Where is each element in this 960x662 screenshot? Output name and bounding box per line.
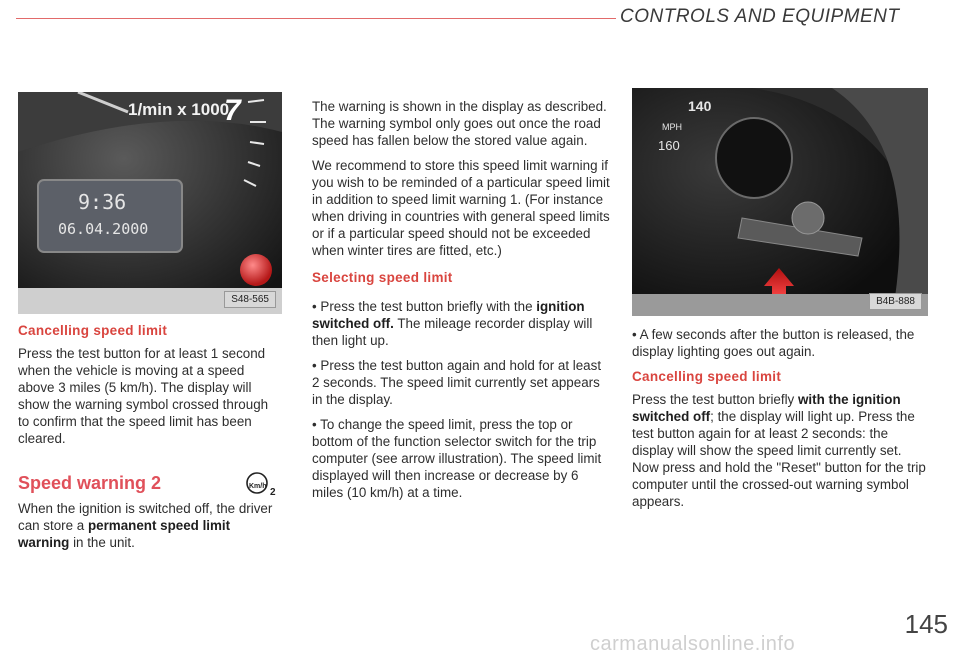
col3-p1 — [632, 391, 928, 510]
b1-pre: • Press the test button briefly with the — [312, 299, 537, 314]
col2-p2: We recommend to store this speed limit warning if you wish to be reminded of a particular speed limit in addition to speed limit warning 1. (For instance when driving in countries with general speed limits or if a particular speed should not be exceeded when winter tires are fitted, etc.) — [312, 158, 610, 258]
kmh-warning-icon — [246, 472, 276, 498]
select-bullet-2: • Press the test button again and hold for at least 2 seconds. The speed limit currently set appears in the display. — [312, 358, 602, 407]
kmh-icon-sub: 2 — [270, 487, 276, 498]
speed-warning-2-title: Speed warning 2 — [18, 473, 162, 493]
col2-p1: The warning is shown in the display as described. The warning symbol only goes out once the road speed has fallen below the stored value again. — [312, 99, 607, 148]
speedo-140: 140 — [688, 98, 712, 114]
watermark: carmanualsonline.info — [590, 633, 796, 655]
column-2 — [312, 98, 612, 509]
cancel-heading-2: Cancelling speed limit — [632, 369, 782, 384]
steering-stalk-photo — [632, 88, 928, 316]
image-code: S48-565 — [224, 291, 276, 308]
date-readout: 06.04.2000 — [58, 220, 149, 238]
b1-post: The mileage recorder display will then light up. — [312, 316, 593, 348]
select-bullet-1 — [312, 298, 612, 349]
clock-readout: 9:36 — [78, 190, 127, 214]
speed-warning-2-text — [18, 500, 282, 551]
speedo-160: 160 — [658, 138, 680, 153]
speed2-post: in the unit. — [69, 535, 135, 550]
col3-bold: with the ignition switched off — [632, 392, 901, 424]
cancel-heading: Cancelling speed limit — [18, 323, 168, 338]
b1-bold: ignition switched off. — [312, 299, 585, 331]
kmh-icon-label: Km/h — [249, 483, 267, 490]
header-rule — [16, 18, 616, 19]
speed2-pre: When the ignition is switched off, the driver can store a — [18, 501, 273, 533]
instrument-cluster-photo — [18, 92, 282, 314]
select-bullet-3: • To change the speed limit, press the top or bottom of the function selector switch for the trip computer (see arrow illustration). The speed limit displayed will then increase or decrease by 6 miles (10 km/h) at a time. — [312, 417, 602, 500]
page-header: CONTROLS AND EQUIPMENT — [620, 6, 900, 27]
cancel-text: Press the test button for at least 1 second when the vehicle is moving at a speed above 3 miles (5 km/h). The display will show the warning symbol crossed through to confirm that the speed limit has been cleared. — [18, 346, 269, 446]
tach-label: 1/min x 1000 — [128, 100, 230, 119]
col3-pre: Press the test button briefly — [632, 392, 798, 407]
page-number: 145 — [904, 609, 948, 639]
column-1 — [18, 322, 282, 559]
image-code-right: B4B-888 — [869, 293, 922, 310]
speed-warning-2-heading — [18, 473, 282, 498]
column-3 — [632, 326, 928, 518]
col3-bullet-1: • A few seconds after the button is released, the display lighting goes out again. — [632, 327, 915, 359]
speed2-bold: permanent speed limit warning — [18, 518, 231, 550]
col3-post: ; the display will light up. Press the test button again for at least 2 seconds: the display will show the speed limit currently set. Now press and hold the "Reset" button for the trip computer until the crossed-out warning symbol appears. — [632, 409, 926, 509]
speedo-mph: MPH — [662, 122, 682, 132]
selecting-heading: Selecting speed limit — [312, 270, 453, 285]
tach-digit: 7 — [224, 94, 241, 127]
